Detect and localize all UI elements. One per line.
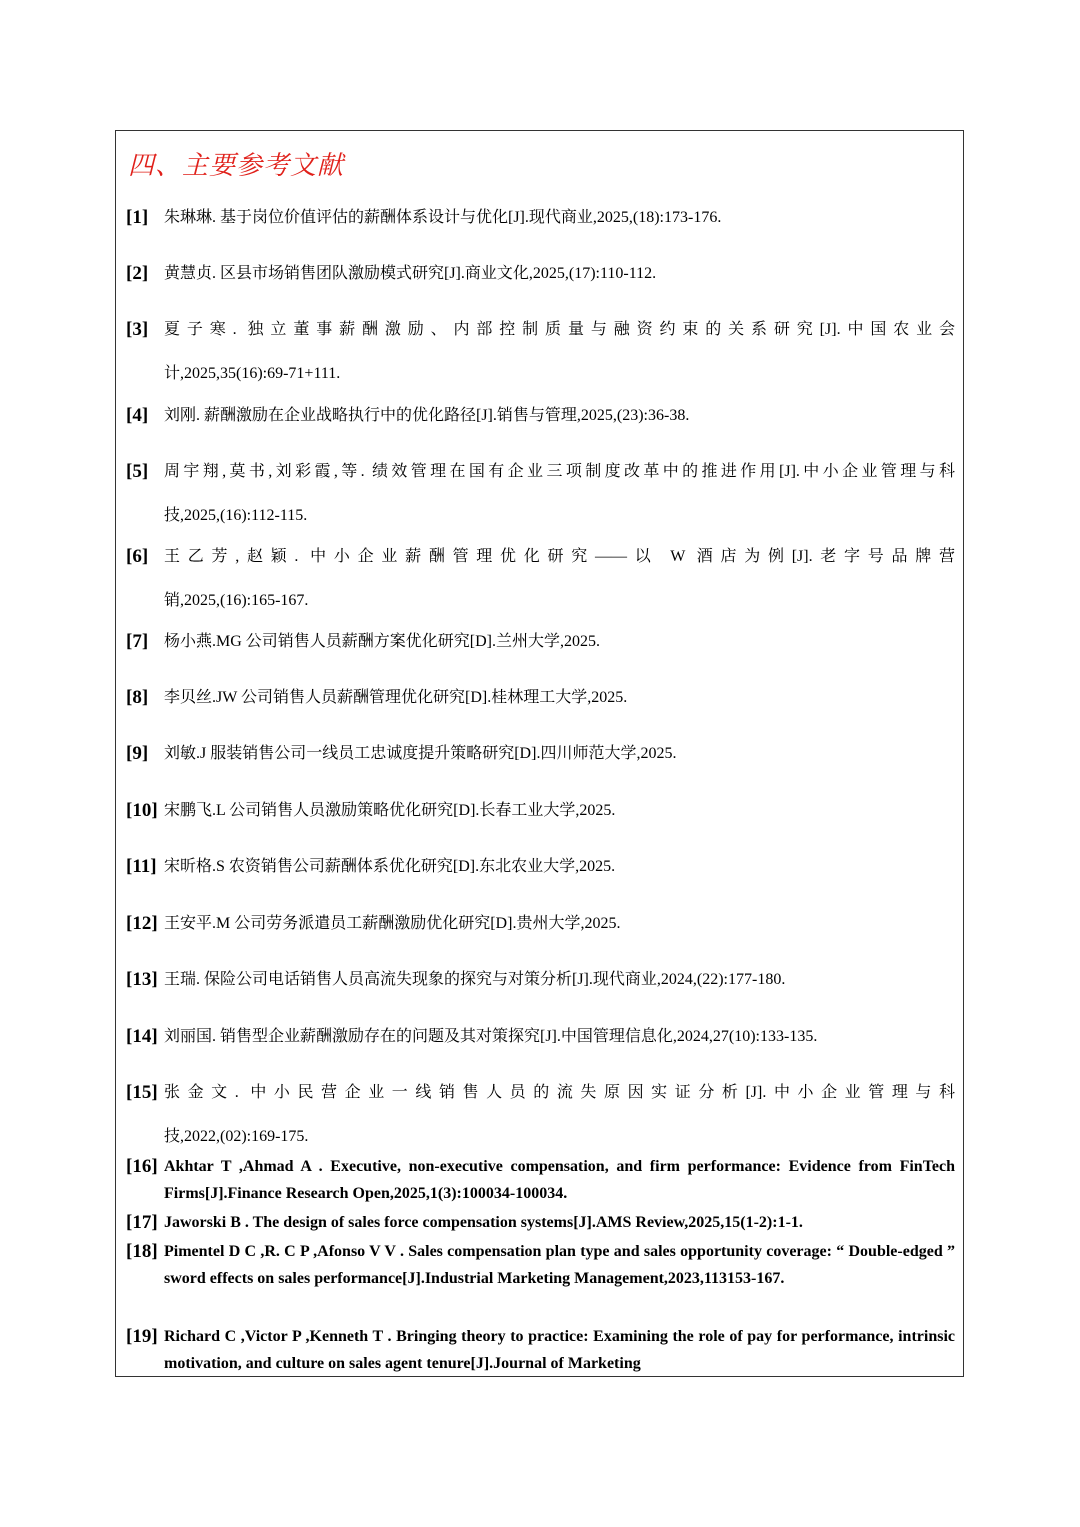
reference-text: 宋鹏飞.L 公司销售人员激励策略优化研究[D].长春工业大学,2025. — [164, 802, 616, 819]
reference-number: [1] — [126, 207, 149, 228]
references-box — [115, 130, 964, 1377]
reference-number: [6] — [126, 546, 149, 567]
reference-number: [19] — [126, 1326, 158, 1347]
reference-text: 李贝丝.JW 公司销售人员薪酬管理优化研究[D].桂林理工大学,2025. — [164, 689, 628, 706]
reference-number: [17] — [126, 1212, 158, 1233]
reference-text: 王安平.M 公司劳务派遣员工薪酬激励优化研究[D].贵州大学,2025. — [164, 915, 621, 932]
reference-text: 张金文. 中小民营企业一线销售人员的流失原因实证分析[J].中小企业管理与科 — [164, 1084, 955, 1101]
reference-number: [3] — [126, 319, 149, 340]
reference-number: [9] — [126, 743, 149, 764]
reference-text: 刘刚. 薪酬激励在企业战略执行中的优化路径[J].销售与管理,2025,(23):36-38. — [164, 407, 690, 424]
reference-text: Jaworski B . The design of sales force compensation systems[J].AMS Review,2025,15(1-2):1-1. — [164, 1214, 803, 1231]
reference-number: [15] — [126, 1082, 158, 1103]
reference-text: 周宇翔,莫书,刘彩霞,等. 绩效管理在国有企业三项制度改革中的推进作用[J].中小企业管理与科 — [164, 463, 955, 480]
reference-text-continued: 销,2025,(16):165-167. — [164, 592, 309, 609]
section-heading: 四、主要参考文献 — [128, 151, 345, 180]
reference-number: [14] — [126, 1026, 158, 1047]
reference-text-continued: 计,2025,35(16):69-71+111. — [164, 365, 341, 382]
reference-number: [8] — [126, 687, 149, 708]
reference-text: 宋昕格.S 农资销售公司薪酬体系优化研究[D].东北农业大学,2025. — [164, 858, 616, 875]
reference-text: 王瑞. 保险公司电话销售人员高流失现象的探究与对策分析[J].现代商业,2024,(22):177-180. — [164, 971, 786, 988]
reference-number: [10] — [126, 800, 158, 821]
reference-number: [12] — [126, 913, 158, 934]
reference-number: [11] — [126, 856, 157, 877]
reference-text: 黄慧贞. 区县市场销售团队激励模式研究[J].商业文化,2025,(17):110-112. — [164, 265, 657, 282]
reference-number: [4] — [126, 405, 149, 426]
reference-text: 朱琳琳. 基于岗位价值评估的薪酬体系设计与优化[J].现代商业,2025,(18):173-176. — [164, 209, 722, 226]
reference-text: 刘丽国. 销售型企业薪酬激励存在的问题及其对策探究[J].中国管理信息化,2024,27(10):133-135. — [164, 1028, 818, 1045]
reference-text: 刘敏.J 服装销售公司一线员工忠诚度提升策略研究[D].四川师范大学,2025. — [164, 745, 677, 762]
reference-number: [18] — [126, 1241, 158, 1262]
reference-number: [7] — [126, 631, 149, 652]
reference-number: [16] — [126, 1156, 158, 1177]
reference-text: Richard C ,Victor P ,Kenneth T . Bringing theory to practice: Examining the role of pay for performance, intrinsic motivation, and culture on sales agent tenure[J].Journal of Marketing — [164, 1328, 955, 1372]
reference-text: 杨小燕.MG 公司销售人员薪酬方案优化研究[D].兰州大学,2025. — [164, 633, 600, 650]
reference-text: Pimentel D C ,R. C P ,Afonso V V . Sales compensation plan type and sales opportunity coverage: “ Double-edged ” sword effects on sales performance[J].Industrial Marketing Management,2023,113153-167. — [164, 1243, 955, 1287]
reference-text-continued: 技,2025,(16):112-115. — [164, 507, 308, 524]
reference-text: 王乙芳,赵颖. 中小企业薪酬管理优化研究——以 W 酒店为例[J].老字号品牌营 — [164, 548, 955, 565]
reference-number: [13] — [126, 969, 158, 990]
reference-text: 夏子寒. 独立董事薪酬激励、内部控制质量与融资约束的关系研究[J].中国农业会 — [164, 321, 955, 338]
reference-number: [2] — [126, 263, 149, 284]
reference-text-continued: 技,2022,(02):169-175. — [164, 1128, 309, 1145]
reference-text: Akhtar T ,Ahmad A . Executive, non-executive compensation, and firm performance: Evidence from FinTech Firms[J].Finance Research Open,2025,1(3):100034-100034. — [164, 1158, 955, 1202]
reference-number: [5] — [126, 461, 149, 482]
